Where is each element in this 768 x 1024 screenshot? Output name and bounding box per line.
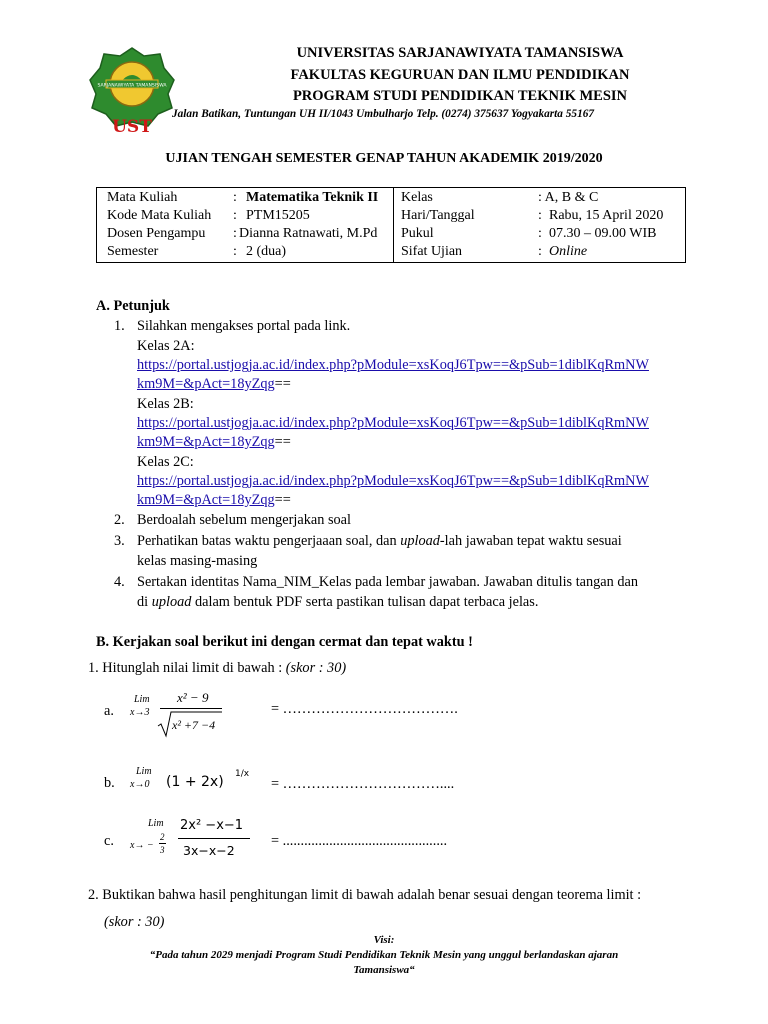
link-suffix: == [274,434,291,450]
instruction-4: Sertakan identitas Nama_NIM_Kelas pada lembar jawaban. Jawaban ditulis tangan dan [137,574,639,590]
semester-label: Semester [107,244,159,259]
lim-a-sub: x→3 [130,707,150,718]
visi-text-cont: Tamansiswa“ [353,964,415,976]
label-c: c. [104,833,114,849]
lim-c: Lim [148,818,164,829]
link-text[interactable]: km9M=&pAct=18yZqg [137,492,275,508]
portal-link-2b-cont[interactable] [137,434,291,451]
university-name: UNIVERSITAS SARJANAWIYATA TAMANSISWA [296,45,624,61]
instruction-1: Silahkan mengakses portal pada link. [137,318,351,334]
b-expression: (1 + 2x) [166,774,224,790]
text: -lah jawaban tepat waktu sesuai [439,533,622,549]
lim-b: Lim [136,766,152,777]
mk-label: Mata Kuliah [107,190,178,205]
item-number: 1. [114,318,125,334]
lim-c-frac-num: 2 [160,832,165,842]
pukul-value: 07.30 – 09.00 WIB [549,226,657,241]
sifat-label: Sifat Ujian [401,244,463,259]
portal-link-2b[interactable]: https://portal.ustjogja.ac.id/index.php?pModule=xsKoqJ6Tpw==&pSub=1diblKqRmNW [137,415,649,431]
text-em: upload [400,533,440,549]
pukul-label: Pukul [401,226,434,241]
skor: (skor : 30) [285,660,347,676]
kelas-2b-label: Kelas 2B: [137,396,194,412]
kode-value: PTM15205 [246,208,310,223]
colon: : [538,226,542,241]
visi-label: Visi: [373,934,395,946]
instruction-3-cont: kelas masing-masing [137,553,258,569]
item-number: 2. [114,512,125,528]
portal-link-2a-cont[interactable] [137,376,291,393]
portal-link-2c-cont[interactable] [137,492,291,509]
kelas-2a-label: Kelas 2A: [137,338,195,354]
colon: : [538,244,542,259]
section-b-heading: B. Kerjakan soal berikut ini dengan cermat dan tepat waktu ! [96,634,473,650]
program-name: PROGRAM STUDI PENDIDIKAN TEKNIK MESIN [292,88,628,104]
colon: : [233,244,237,259]
kelas-label: Kelas [401,190,433,205]
label-a: a. [104,703,114,719]
lim-c-sub: x→ − [130,840,154,851]
item-number: 3. [114,533,125,549]
address: Jalan Batikan, Tuntungan UH II/1043 Umbulharjo Telp. (0274) 375637 Yogyakarta 55167 [172,108,595,120]
kelas-value: : A, B & C [538,190,599,205]
link-suffix: == [274,492,291,508]
mk-value: Matematika Teknik II [246,190,379,205]
b-exponent: 1/x [235,769,250,779]
a-numerator: x² − 9 [177,690,209,705]
exam-info-table [96,187,686,263]
lim-b-sub: x→0 [130,779,150,790]
kelas-2c-label: Kelas 2C: [137,454,194,470]
text: dalam bentuk PDF serta pastikan tulisan dapat terbaca jelas. [191,594,539,610]
logo-ust-text: UST [112,117,152,134]
a-denominator: x² +7 −4 [172,718,216,732]
visi-text: “Pada tahun 2029 menjadi Program Studi Pendidikan Teknik Mesin yang unggul berlandaskan ajaran [149,949,619,961]
text: di [137,594,152,610]
logo-band-text: SARJANAWIYATA TAMANSISWA [97,83,167,89]
question-2: 2. Buktikan bahwa hasil penghitungan limit di bawah adalah benar sesuai dengan teorema limit : [88,887,642,903]
section-a-heading: A. Petunjuk [96,298,170,314]
instruction-2: Berdoalah sebelum mengerjakan soal [137,512,351,528]
answer-b: = …………………………….... [271,776,455,792]
faculty-name: FAKULTAS KEGURUAN DAN ILMU PENDIDIKAN [290,67,630,83]
university-logo [88,46,176,134]
exam-title: UJIAN TENGAH SEMESTER GENAP TAHUN AKADEMIK 2019/2020 [165,151,603,166]
hari-value: Rabu, 15 April 2020 [549,208,664,223]
link-text[interactable]: km9M=&pAct=18yZqg [137,376,275,392]
colon: : [233,208,237,223]
semester-value: 2 (dua) [246,244,287,259]
label-b: b. [104,775,115,791]
question-1 [88,660,346,677]
colon: : [233,226,237,241]
lim-c-frac-den: 3 [160,845,165,855]
link-suffix: == [274,376,291,392]
answer-c: = .............................................. [271,833,448,849]
text: Perhatikan batas waktu pengerjaaan soal, dan [137,533,401,549]
text: 1. Hitunglah nilai limit di bawah : [88,660,286,676]
a-fraction-bar [160,708,222,709]
text-em: upload [151,594,192,610]
instruction-3 [137,533,622,550]
question-2-skor: (skor : 30) [104,914,165,930]
portal-link-2c[interactable]: https://portal.ustjogja.ac.id/index.php?pModule=xsKoqJ6Tpw==&pSub=1diblKqRmNW [137,473,649,489]
link-text[interactable]: km9M=&pAct=18yZqg [137,434,275,450]
portal-link-2a[interactable]: https://portal.ustjogja.ac.id/index.php?pModule=xsKoqJ6Tpw==&pSub=1diblKqRmNW [137,357,649,373]
instruction-4-cont [137,594,538,611]
c-numerator: 2x² −x−1 [180,818,244,833]
c-fraction-bar [178,838,250,839]
dosen-value: Dianna Ratnawati, M.Pd [239,226,378,241]
lim-a: Lim [134,694,150,705]
answer-a: = ………………………………. [271,701,458,717]
c-denominator: 3x−x−2 [183,843,235,858]
lim-c-frac-bar [159,843,166,844]
item-number: 4. [114,574,125,590]
kode-label: Kode Mata Kuliah [107,208,212,223]
sifat-value: Online [549,244,588,259]
colon: : [538,208,542,223]
dosen-label: Dosen Pengampu [107,226,206,241]
colon: : [233,190,237,205]
hari-label: Hari/Tanggal [401,208,475,223]
